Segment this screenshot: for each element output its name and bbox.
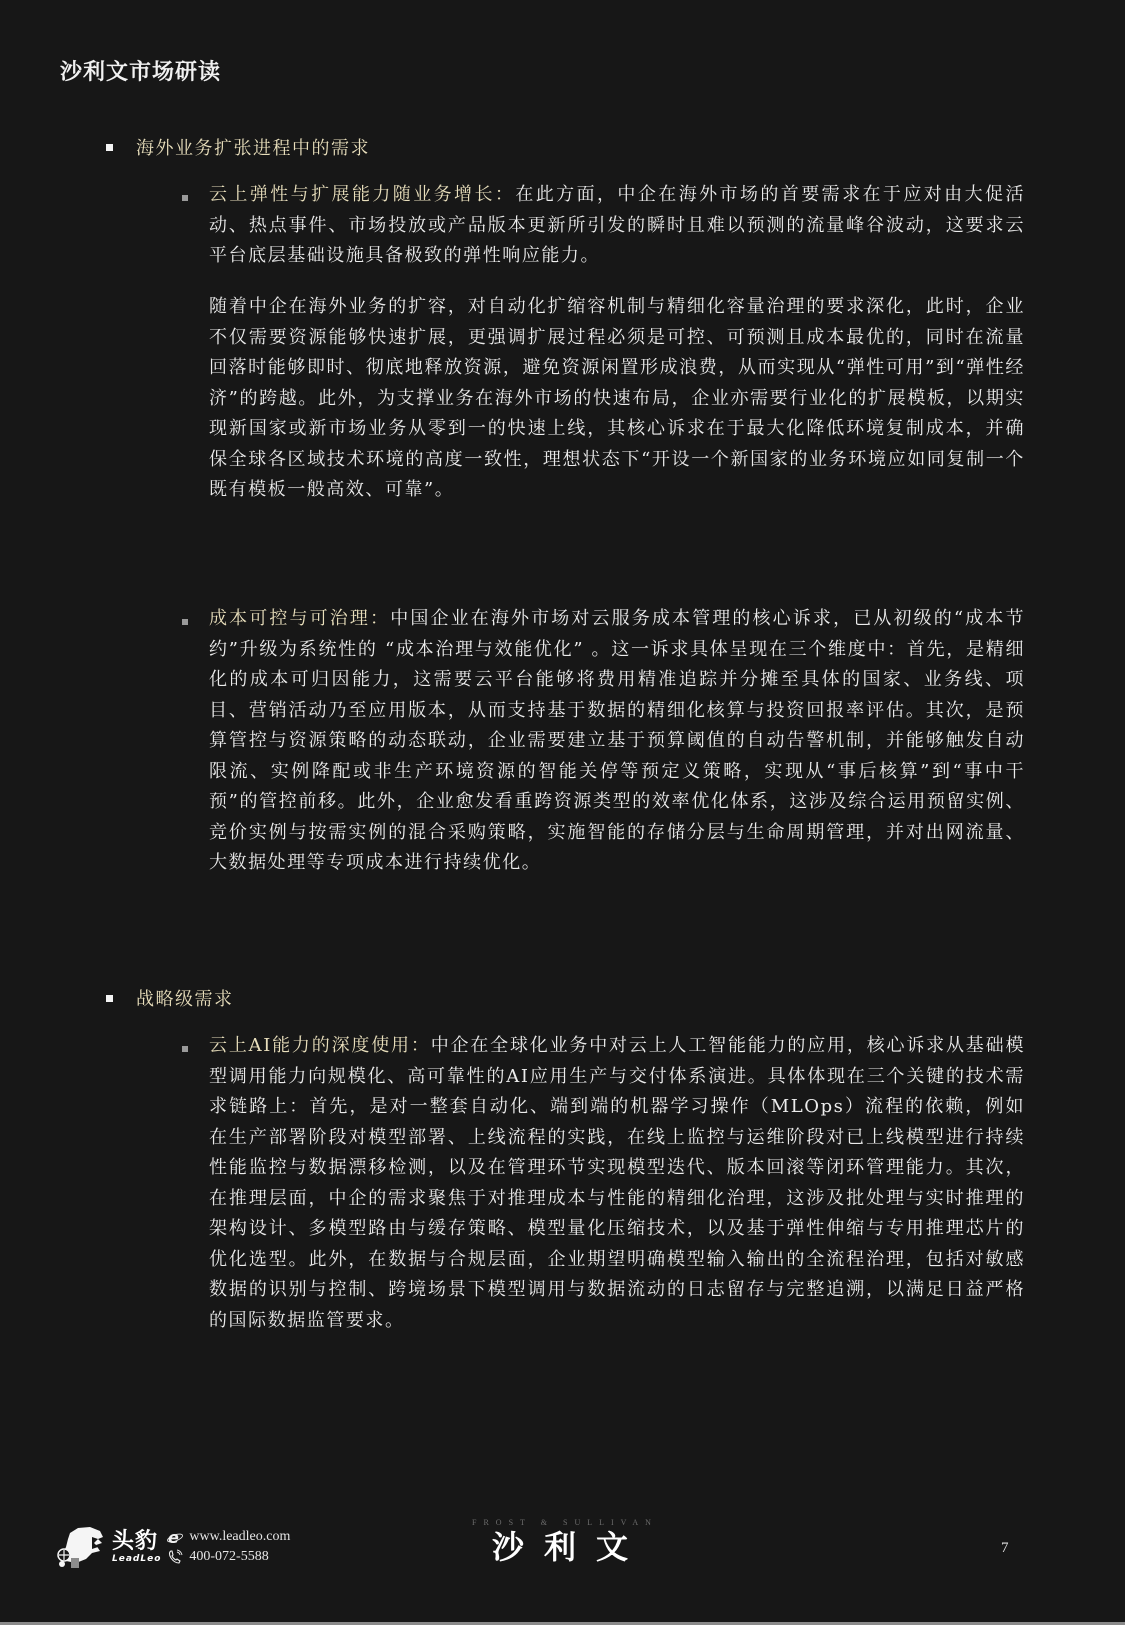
paragraph-ai bbox=[209, 1031, 1025, 1336]
paragraph-elasticity bbox=[209, 180, 1025, 272]
phone-number: 400-072-5588 bbox=[189, 1549, 269, 1564]
square-sub-bullet-icon bbox=[182, 195, 188, 201]
section-heading-text: 战略级需求 bbox=[136, 989, 234, 1010]
lead-elasticity: 云上弹性与扩展能力随业务增长： bbox=[209, 184, 516, 205]
paragraph-elasticity-extra: 随着中企在海外业务的扩容，对自动化扩缩容机制与精细化容量治理的要求深化，此时，企业不仅需要资源能够快速扩展，更强调扩展过程必须是可控、可预测且成本最优的，同时在流量回落时能够即时、彻底地释放资源，避免资源闲置形成浪费，从而实现从“弹性可用”到“弹性经济”的跨越。此外，为支撑业务在海外市场的快速布局，企业亦需要行业化的扩展模板，以期实现新国家或新市场业务从零到一的快速上线，其核心诉求在于最大化降低环境复制成本，并确保全球各区域技术环境的高度一致性，理想状态下“开设一个新国家的业务环境应如同复制一个既有模板一般高效、可靠”。 bbox=[209, 296, 1025, 500]
square-sub-bullet-icon bbox=[182, 619, 188, 625]
brand-name bbox=[112, 1530, 161, 1564]
footer-brand-block bbox=[56, 1525, 290, 1569]
section-heading-overseas bbox=[106, 134, 370, 160]
leopard-logo-icon bbox=[56, 1525, 106, 1569]
text-ai: 中企在全球化业务中对云上人工智能能力的应用，核心诉求从基础模型调用能力向规模化、高可靠性的AI应用生产与交付体系演进。具体体现在三个关键的技术需求链路上：首先，是对一整套自动化、端到端的机器学习操作（MLOps）流程的依赖，例如在生产部署阶段对模型部署、上线流程的实践，在线上监控与运维阶段对已上线模型进行持续性能监控与数据漂移检测，以及在管理环节实现模型迭代、版本回滚等闭环管理能力。其次，在推理层面，中企的需求聚焦于对推理成本与性能的精细化治理，这涉及批处理与实时推理的架构设计、多模型路由与缓存策略、模型量化压缩技术，以及基于弹性伸缩与专用推理芯片的优化选型。此外，在数据与合规层面，企业期望明确模型输入输出的全流程治理，包括对敏感数据的识别与控制、跨境场景下模型调用与数据流动的日志留存与完整追溯，以满足日益严格的国际数据监管要求。 bbox=[209, 1035, 1026, 1331]
square-bullet-icon bbox=[106, 144, 113, 151]
contact-info bbox=[167, 1527, 290, 1567]
phone-icon bbox=[167, 1549, 183, 1565]
paragraph-cost bbox=[209, 604, 1025, 879]
section-heading-strategic bbox=[106, 985, 234, 1011]
section-heading-text: 海外业务扩张进程中的需求 bbox=[136, 138, 370, 159]
website-link[interactable]: www.leadleo.com bbox=[189, 1529, 291, 1544]
text-cost: 中国企业在海外市场对云服务成本管理的核心诉求，已从初级的“成本节约”升级为系统性的 “成本治理与效能优化” 。这一诉求具体呈现在三个维度中：首先，是精细化的成本可归因能力，这需要云平台能够将费用精准追踪并分摊至具体的国家、业务线、项目、营销活动乃至应用版本，从而支持基于数据的精细化核算与投资回报率评估。其次，是预算管控与资源策略的动态联动，企业需要建立基于预算阈值的自动告警机制，并能够触发自动限流、实例降配或非生产环境资源的智能关停等预定义策略，实现从“事后核算”到“事中干预”的管控前移。此外，企业愈发看重跨资源类型的效率优化体系，这涉及综合运用预留实例、竞价实例与按需实例的混合采购策略，实施智能的存储分层与生命周期管理，并对出网流量、大数据处理等专项成本进行持续优化。 bbox=[209, 608, 1025, 873]
square-sub-bullet-icon bbox=[182, 1046, 188, 1052]
frost-sullivan-logo bbox=[460, 1518, 670, 1566]
brand-name-cn: 头豹 bbox=[112, 1529, 159, 1554]
browser-e-icon bbox=[167, 1529, 183, 1545]
page-number: 7 bbox=[1001, 1540, 1009, 1556]
lead-cost: 成本可控与可治理： bbox=[209, 608, 391, 629]
frost-sullivan-cn: 沙利文 bbox=[491, 1528, 648, 1566]
text-elasticity: 在此方面，中企在海外市场的首要需求在于应对由大促活动、热点事件、市场投放或产品版本更新所引发的瞬时且难以预测的流量峰谷波动，这要求云平台底层基础设施具备极致的弹性响应能力。 bbox=[209, 184, 1025, 266]
svg-text:e: e bbox=[168, 1529, 180, 1545]
phone-row bbox=[167, 1547, 290, 1567]
lead-ai: 云上AI能力的深度使用： bbox=[209, 1035, 431, 1056]
frost-sullivan-en: FROST & SULLIVAN bbox=[472, 1518, 658, 1527]
page-header-title: 沙利文市场研读 bbox=[60, 59, 222, 85]
website-row bbox=[167, 1527, 290, 1547]
brand-name-en: LeadLeo bbox=[112, 1554, 162, 1564]
square-bullet-icon bbox=[106, 995, 113, 1002]
